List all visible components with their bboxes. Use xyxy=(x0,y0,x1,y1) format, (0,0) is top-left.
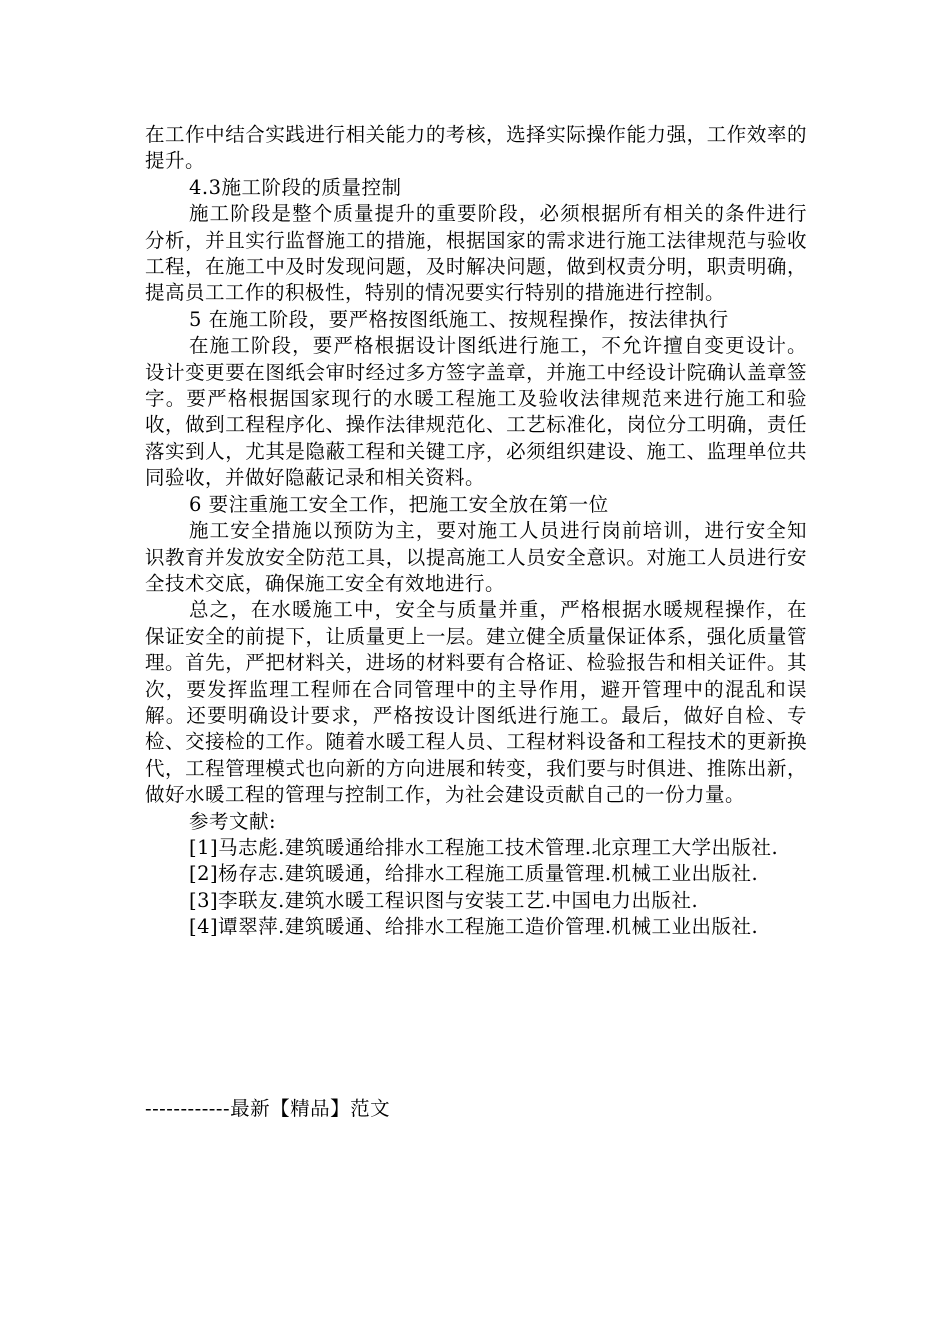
reference-item-1: [1]马志彪.建筑暖通给排水工程施工技术管理.北京理工大学出版社. xyxy=(189,835,779,859)
references-heading: 参考文献: xyxy=(189,809,277,833)
paragraph-conclusion: 总之，在水暖施工中，安全与质量并重，严格根据水暖规程操作，在保证安全的前提下，让质量更上一层。建立健全质量保证体系，强化质量管理。首先，严把材料关，进场的材料要有合格证、检验报告和相关证件。其次，要发挥监理工程师在合同管理中的主导作用，避开管理中的混乱和误解。还要明确设计要求，严格按设计图纸进行施工。最后，做好自检、专检、交接检的工作。随着水暖工程人员、工程材料设备和工程技术的更新换代，工程管理模式也向新的方向进展和转变，我们要与时俱进、推陈出新，做好水暖工程的管理与控制工作，为社会建设贡献自己的一份力量。 xyxy=(145,598,807,807)
section-heading-5: 5 在施工阶段，要严格按图纸施工、按规程操作，按法律执行 xyxy=(189,307,729,331)
section-heading-6: 6 要注重施工安全工作，把施工安全放在第一位 xyxy=(189,492,609,516)
page-footer: ------------最新【精品】范文 xyxy=(145,1097,391,1120)
reference-item-4: [4]谭翠萍.建筑暖通、给排水工程施工造价管理.机械工业出版社. xyxy=(189,915,759,939)
reference-item-2: [2]杨存志.建筑暖通，给排水工程施工质量管理.机械工业出版社. xyxy=(189,862,759,886)
paragraph-safety-measures: 施工安全措施以预防为主，要对施工人员进行岗前培训，进行安全知识教育并发放安全防范工具，以提高施工人员安全意识。对施工人员进行安全技术交底，确保施工安全有效地进行。 xyxy=(145,519,807,595)
paragraph-intro-continuation: 在工作中结合实践进行相关能力的考核，选择实际操作能力强，工作效率的提升。 xyxy=(145,123,807,173)
paragraph-construction-stage: 施工阶段是整个质量提升的重要阶段，必须根据所有相关的条件进行分析，并且实行监督施工的措施，根据国家的需求进行施工法律规范与验收工程，在施工中及时发现问题，及时解决问题，做到权责分明，职责明确，提高员工工作的积极性，特别的情况要实行特别的措施进行控制。 xyxy=(145,202,807,305)
section-heading-4-3: 4.3施工阶段的质量控制 xyxy=(189,175,402,199)
reference-item-3: [3]李联友.建筑水暖工程识图与安装工艺.中国电力出版社. xyxy=(189,888,699,912)
paragraph-drawing-compliance: 在施工阶段，要严格根据设计图纸进行施工，不允许擅自变更设计。设计变更要在图纸会审时经过多方签字盖章，并施工中经设计院确认盖章签字。要严格根据国家现行的水暖工程施工及验收法律规范来进行施工和验收，做到工程程序化、操作法律规范化、工艺标准化，岗位分工明确，责任落实到人，尤其是隐蔽工程和关键工序，必须组织建设、施工、监理单位共同验收，并做好隐蔽记录和相关资料。 xyxy=(145,334,807,490)
document-body xyxy=(145,122,807,941)
